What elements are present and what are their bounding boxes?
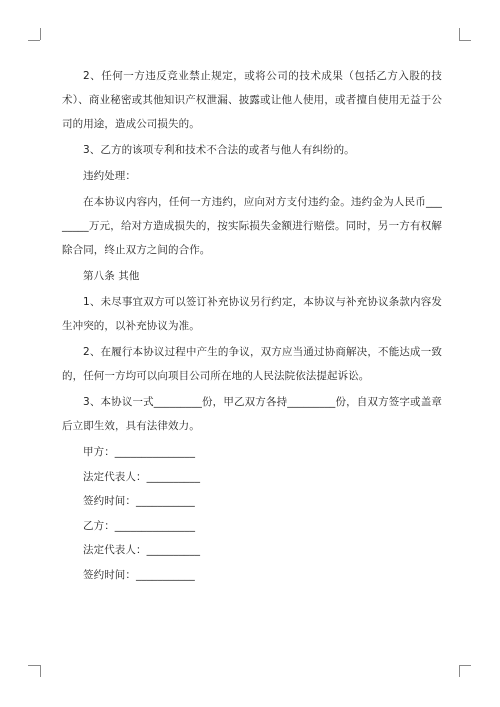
clause-3-patent: 3、乙方的该项专利和技术不合法的或者与他人有纠纷的。 bbox=[83, 144, 355, 156]
party-a-signature-line: 甲方：_______________ bbox=[83, 446, 196, 458]
breach-heading: 违约处理： bbox=[83, 170, 136, 182]
party-b-signature-line: 乙方：_______________ bbox=[83, 519, 196, 532]
party-a-date-line: 签约时间：___________ bbox=[83, 495, 195, 507]
other-clause-3: 3、本协议一式_________份，甲乙双方各持_________份，自双方签字或盖章后立即生效，具有法律效力。 bbox=[62, 396, 442, 432]
party-a-representative-line: 法定代表人：__________ bbox=[83, 470, 201, 483]
other-clause-2: 2、在履行本协议过程中产生的争议，双方应当通过协商解决，不能达成一致的，任何一方均可以向项目公司所在地的人民法院依法提起诉讼。 bbox=[62, 346, 442, 382]
document-body bbox=[62, 64, 442, 587]
other-clause-1: 1、未尽事宜双方可以签订补充协议另行约定，本协议与补充协议条款内容发生冲突的，以补充协议为准。 bbox=[62, 296, 442, 332]
article-8-heading: 第八条 其他 bbox=[83, 270, 140, 282]
party-b-date-line: 签约时间：___________ bbox=[83, 568, 195, 581]
clause-2-competition: 2、任何一方违反竞业禁止规定，或将公司的技术成果（包括乙方入股的技术）、商业秘密或其他知识产权泄漏、披露或让他人使用，或者擅自使用无益于公司的用途，造成公司损失的。 bbox=[62, 70, 442, 130]
breach-paragraph: 在本协议内容内，任何一方违约，应向对方支付违约金。违约金为人民币________万元，给对方造成损失的，按实际损失金额进行赔偿。同时，另一方有权解除合同，终止双方之间的合作。 bbox=[62, 196, 442, 256]
party-b-representative-line: 法定代表人：__________ bbox=[83, 544, 201, 556]
